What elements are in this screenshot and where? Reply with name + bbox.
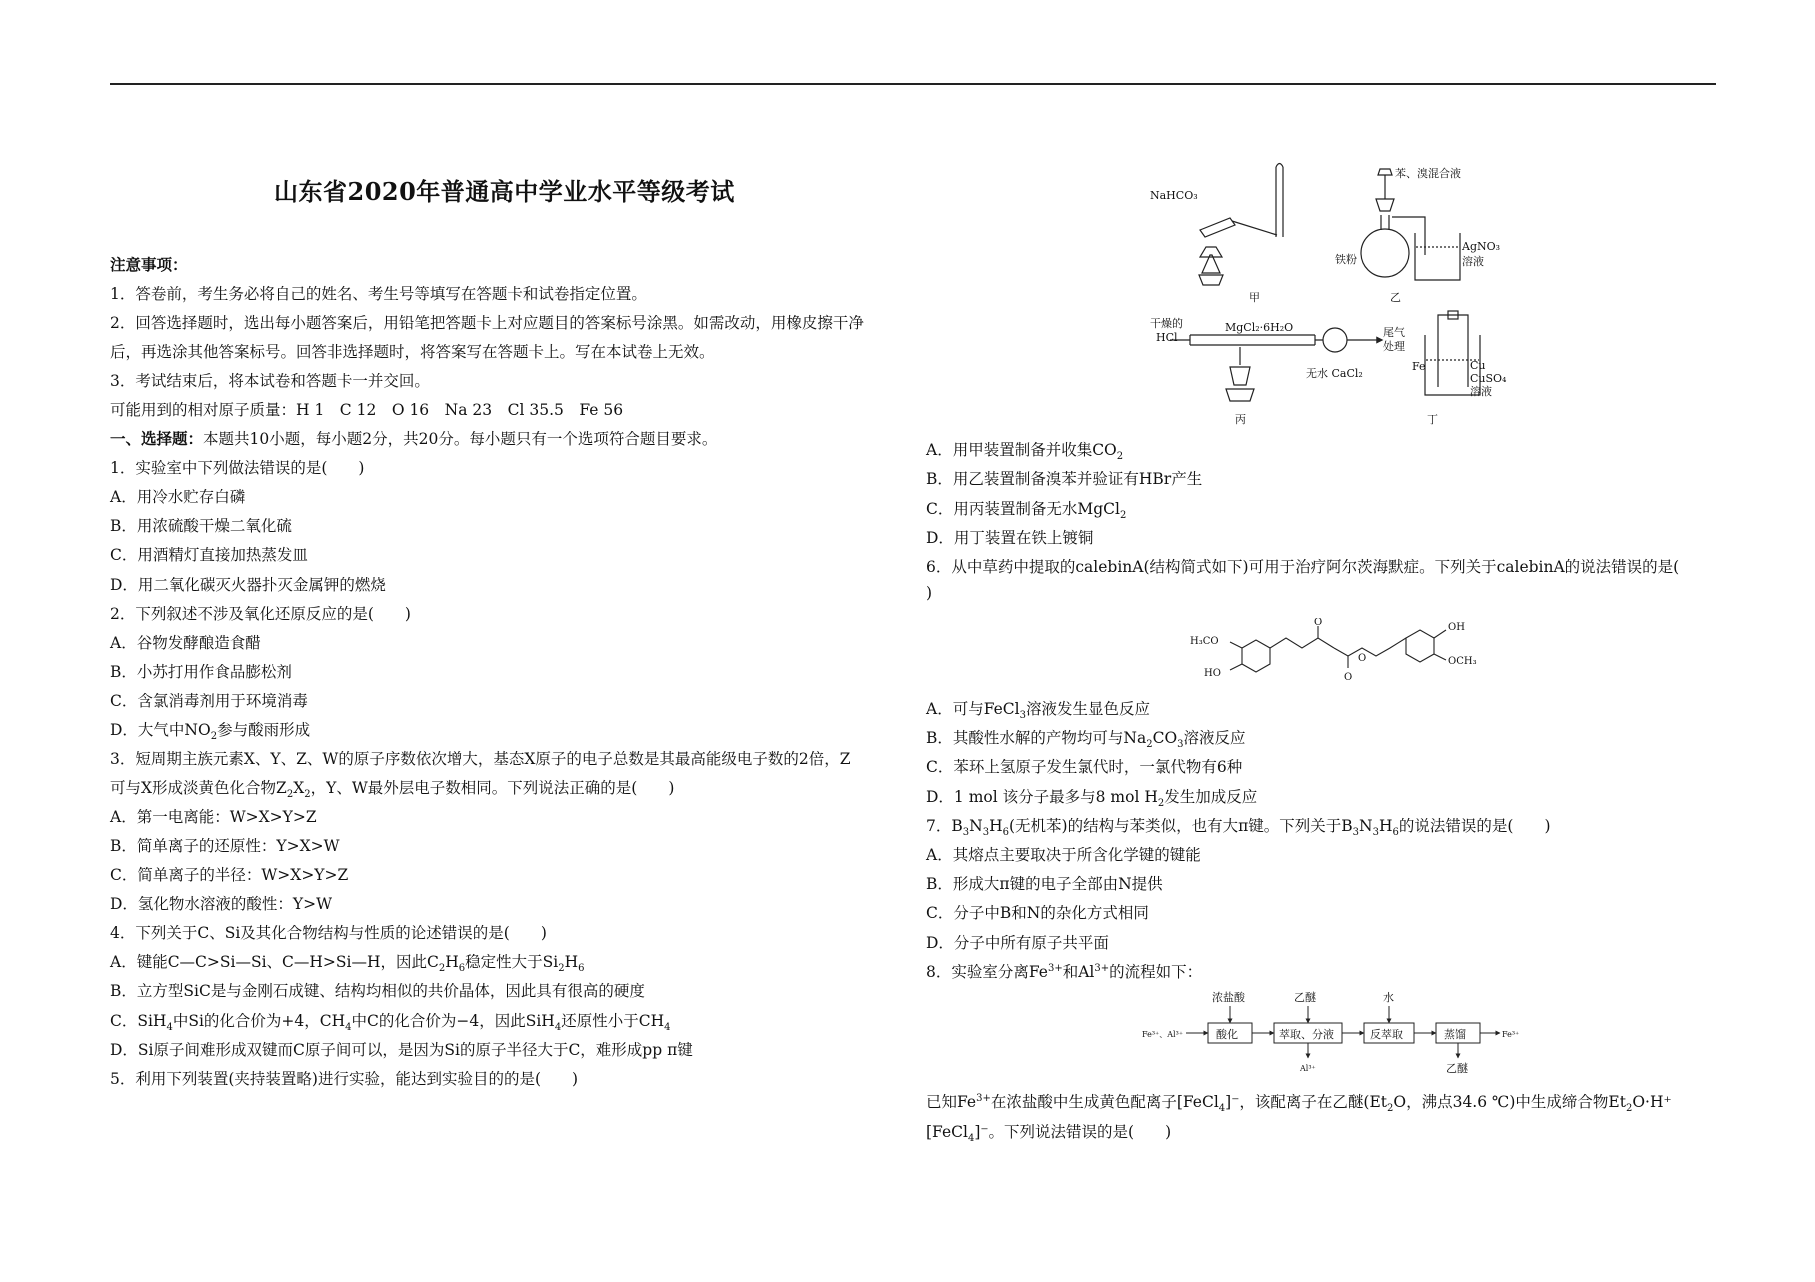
label-h3co: H₃CO [1190, 636, 1219, 647]
text: H [445, 953, 459, 971]
text: 中Si的化合价为+4，CH [172, 1012, 346, 1030]
question-3-option-d[interactable]: D．氢化物水溶液的酸性：Y>W [110, 895, 333, 913]
atomic-masses: 可能用到的相对原子质量：H 1 C 12 O 16 Na 23 Cl 35.5 Fe 56 [110, 401, 624, 419]
question-4-option-d[interactable]: D．Si原子间难形成双键而C原子间可以，是因为Si的原子半径大于C，难形成pp π键 [110, 1041, 693, 1059]
subscript: 3 [1352, 827, 1360, 839]
text: D．1 mol 该分子最多与8 mol H [926, 788, 1158, 806]
label-o-ketone: O [1314, 618, 1323, 628]
subscript: 4 [664, 1022, 671, 1034]
subscript: 6 [1392, 827, 1399, 839]
label-ho: HO [1204, 668, 1221, 679]
text: D．大气中NO [110, 721, 211, 739]
subscript: 3 [1177, 739, 1184, 751]
flow-input: Fe³⁺、Al³⁺ [1142, 1030, 1184, 1039]
subscript: 6 [458, 963, 466, 975]
flow-label-acidify: 酸化 [1216, 1028, 1238, 1041]
question-4-option-c[interactable] [110, 1009, 671, 1034]
text: 溶液反应 [1183, 729, 1246, 747]
flow-ether-out: 乙醚 [1446, 1062, 1468, 1075]
text: ，该配离子在乙醚(Et [1239, 1093, 1387, 1111]
subscript: 3 [982, 827, 990, 839]
flowchart-diagram [1142, 988, 1532, 1078]
text: B．其酸性水解的产物均可与Na [926, 729, 1147, 747]
apparatus-figure [1150, 155, 1530, 434]
question-2-option-c[interactable]: C．含氯消毒剂用于环境消毒 [110, 692, 308, 710]
label-dry: 干燥的 [1150, 317, 1183, 330]
label-fe: Fe [1412, 360, 1426, 373]
question-6-option-b[interactable] [926, 726, 1246, 751]
text: [FeCl [926, 1123, 968, 1141]
subscript: 6 [578, 963, 585, 975]
flow-output: Fe³⁺ [1502, 1030, 1520, 1039]
label-nahco3: NaHCO₃ [1150, 189, 1198, 202]
subscript: 4 [967, 1133, 975, 1145]
subscript: 2 [1387, 1103, 1394, 1115]
subscript: 3 [1372, 827, 1379, 839]
text: (无机苯)的结构与苯类似，也有大π键。下列关于B [1008, 817, 1353, 835]
text: 和Al [1062, 963, 1095, 981]
text: N [969, 817, 983, 835]
calebin-a-structure [1190, 618, 1490, 694]
question-2-option-b[interactable]: B．小苏打用作食品膨松剂 [110, 663, 292, 681]
subscript: 2 [1625, 1103, 1633, 1115]
question-8-known-cont [926, 1120, 1172, 1145]
text: X [293, 779, 305, 797]
question-2-stem: 2．下列叙述不涉及氧化还原反应的是( ) [110, 605, 411, 623]
label-jia: 甲 [1249, 291, 1260, 304]
question-6-option-d[interactable] [926, 785, 1258, 810]
question-3-option-b[interactable]: B．简单离子的还原性：Y>X>W [110, 837, 340, 855]
question-7-option-c[interactable]: C．分子中B和N的杂化方式相同 [926, 904, 1149, 922]
label-iron-powder: 铁粉 [1335, 253, 1357, 266]
label-tail2: 处理 [1383, 340, 1405, 353]
question-7-option-b[interactable]: B．形成大π键的电子全部由N提供 [926, 875, 1163, 893]
question-8-stem [926, 960, 1202, 982]
text: H [564, 953, 579, 971]
label-hcl: HCl [1156, 331, 1178, 344]
subscript: 4 [1218, 1103, 1226, 1115]
question-7-option-d[interactable]: D．分子中所有原子共平面 [926, 934, 1109, 952]
text: 8．实验室分离Fe [926, 963, 1048, 981]
label-o-ester: O [1358, 653, 1367, 664]
separation-flowchart [1142, 988, 1532, 1082]
question-1-option-a[interactable]: A．用冷水贮存白磷 [110, 488, 246, 506]
subscript: 2 [1119, 510, 1127, 522]
section-desc: 本题共10小题，每小题2分，共20分。每小题只有一个选项符合题目要求。 [203, 430, 718, 448]
question-5-stem: 5．利用下列装置(夹持装置略)进行实验，能达到实验目的的是( ) [110, 1070, 579, 1088]
text: A．键能C—C>Si—Si、C—H>Si—H，因此C [110, 953, 439, 971]
text: C．用丙装置制备无水MgCl [926, 500, 1120, 518]
label-cuso4: CuSO₄ [1470, 372, 1507, 385]
flow-reagent-ether: 乙醚 [1294, 991, 1316, 1004]
question-6-option-a[interactable] [926, 697, 1150, 722]
flow-label-distill: 蒸馏 [1444, 1028, 1466, 1041]
flow-reagent-hcl: 浓盐酸 [1212, 991, 1245, 1004]
question-1-option-b[interactable]: B．用浓硫酸干燥二氧化硫 [110, 517, 292, 535]
label-benzene: 苯、溴混合液 [1395, 167, 1461, 180]
section-heading [110, 427, 717, 449]
label-tail1: 尾气 [1383, 326, 1405, 339]
subscript: 3 [962, 827, 970, 839]
label-solution: 溶液 [1462, 255, 1484, 268]
question-4-stem: 4．下列关于C、Si及其化合物结构与性质的论述错误的是( ) [110, 924, 547, 942]
text: 发生加成反应 [1164, 788, 1258, 806]
label-yi: 乙 [1390, 291, 1401, 304]
section-title: 一、选择题： [110, 429, 204, 448]
text: 的流程如下： [1109, 963, 1203, 981]
text: 可与X形成淡黄色化合物Z [110, 779, 287, 797]
question-5-option-b[interactable]: B．用乙装置制备溴苯并验证有HBr产生 [926, 470, 1203, 488]
question-3-stem-cont [110, 776, 675, 801]
subscript: 3 [1019, 710, 1026, 722]
notice-item: 后，再选涂其他答案标号。回答非选择题时，将答案写在答题卡上。写在本试卷上无效。 [110, 343, 715, 361]
notice-item: 2．回答选择题时，选出每小题答案后，用铅笔把答题卡上对应题目的答案标号涂黑。如需改动，用橡皮擦干净 [110, 314, 864, 332]
text: 溶液发生显色反应 [1025, 700, 1150, 718]
question-6-option-c[interactable]: C．苯环上氢原子发生氯代时，一氯代物有6种 [926, 758, 1243, 776]
question-7-stem [926, 814, 1551, 839]
question-1-stem: 1．实验室中下列做法错误的是( ) [110, 459, 365, 477]
label-oh: OH [1448, 622, 1465, 633]
text: 中C的化合价为−4，因此SiH [351, 1012, 555, 1030]
notice-item: 1．答卷前，考生务必将自己的姓名、考生号等填写在答题卡和试卷指定位置。 [110, 285, 647, 303]
question-5-option-a[interactable] [926, 438, 1124, 463]
subscript: 4 [345, 1022, 352, 1034]
text: 的说法错误的是( ) [1398, 817, 1551, 835]
label-agno3: AgNO₃ [1462, 240, 1501, 253]
question-8-known [926, 1090, 1672, 1115]
superscript: 3+ [1047, 962, 1063, 974]
question-3-stem: 3．短周期主族元素X、Y、Z、W的原子序数依次增大，基态X原子的电子总数是其最高能级电子数的2倍，Z [110, 750, 851, 768]
text: A．用甲装置制备并收集CO [926, 441, 1117, 459]
molecule-diagram [1190, 618, 1490, 690]
subscript: 2 [210, 731, 218, 743]
text: ]⁻。下列说法错误的是( ) [974, 1123, 1172, 1141]
question-5-option-d[interactable]: D．用丁装置在铁上镀铜 [926, 529, 1094, 547]
text: 参与酸雨形成 [217, 721, 311, 739]
subscript: 2 [1157, 798, 1165, 810]
question-7-option-a[interactable]: A．其熔点主要取决于所含化学键的键能 [926, 846, 1201, 864]
label-o-carbonyl: O [1344, 672, 1353, 683]
text: C．SiH [110, 1012, 167, 1030]
label-solution2: 溶液 [1470, 385, 1492, 398]
subscript: 6 [1002, 827, 1009, 839]
text: H [1378, 817, 1393, 835]
text: ]⁻ [1225, 1093, 1240, 1111]
apparatus-diagram [1150, 155, 1530, 430]
subscript: 2 [558, 963, 565, 975]
text: CO [1152, 729, 1178, 747]
question-1-option-d[interactable]: D．用二氧化碳灭火器扑灭金属钾的燃烧 [110, 576, 386, 594]
label-cu: Cu [1470, 359, 1486, 372]
text: 稳定性大于Si [465, 953, 559, 971]
label-anhydrous: 无水 CaCl₂ [1306, 367, 1363, 380]
label-mgcl2: MgCl₂·6H₂O [1225, 321, 1294, 334]
question-5-option-c[interactable] [926, 497, 1127, 522]
subscript: 2 [286, 789, 294, 801]
subscript: 4 [554, 1022, 562, 1034]
text: O，沸点34.6 ℃)中生成缔合物Et [1393, 1093, 1626, 1111]
superscript: 3+ [976, 1092, 991, 1104]
page-title: 山东省2020年普通高中学业水平等级考试 [274, 177, 735, 206]
notice-heading: 注意事项： [110, 255, 188, 274]
question-2-option-a[interactable]: A．谷物发酵酿造食醋 [110, 634, 261, 652]
notice-item: 3．考试结束后，将本试卷和答题卡一并交回。 [110, 372, 430, 390]
superscript: 3+ [1094, 962, 1110, 974]
subscript: 2 [438, 963, 446, 975]
flow-label-back-extract: 反萃取 [1370, 1028, 1403, 1041]
flow-label-extract: 萃取、分液 [1279, 1028, 1334, 1041]
label-och3: OCH₃ [1448, 656, 1477, 667]
text: 已知Fe [926, 1093, 977, 1111]
text: 在浓盐酸中生成黄色配离子[FeCl [990, 1093, 1219, 1111]
question-4-option-b[interactable]: B．立方型SiC是与金刚石成键、结构均相似的共价晶体，因此具有很高的硬度 [110, 982, 645, 1000]
text: O·H⁺ [1632, 1093, 1672, 1111]
subscript: 4 [166, 1022, 173, 1034]
text: 7．B [926, 817, 963, 835]
label-bing: 丙 [1235, 413, 1246, 426]
text: 还原性小于CH [561, 1012, 665, 1030]
question-1-option-c[interactable]: C．用酒精灯直接加热蒸发皿 [110, 546, 308, 564]
question-3-option-c[interactable]: C．简单离子的半径：W>X>Y>Z [110, 866, 349, 884]
subscript: 2 [1146, 739, 1153, 751]
question-4-option-a[interactable] [110, 950, 585, 975]
label-ding: 丁 [1427, 413, 1438, 426]
subscript: 2 [1116, 451, 1124, 463]
text: N [1359, 817, 1373, 835]
flow-al: Al³⁺ [1300, 1064, 1316, 1073]
question-2-option-d[interactable] [110, 718, 311, 743]
text: A．可与FeCl [926, 700, 1020, 718]
flow-reagent-water: 水 [1383, 991, 1394, 1004]
text: ，Y、W最外层电子数相同。下列说法正确的是( ) [310, 779, 675, 797]
top-rule [110, 83, 1716, 85]
subscript: 2 [304, 789, 311, 801]
question-6-stem-cont: ) [926, 584, 933, 602]
question-6-stem: 6．从中草药中提取的calebinA(结构简式如下)可用于治疗阿尔茨海默症。下列关于calebinA的说法错误的是( [926, 558, 1680, 576]
text: H [989, 817, 1003, 835]
question-3-option-a[interactable]: A．第一电离能：W>X>Y>Z [110, 808, 317, 826]
